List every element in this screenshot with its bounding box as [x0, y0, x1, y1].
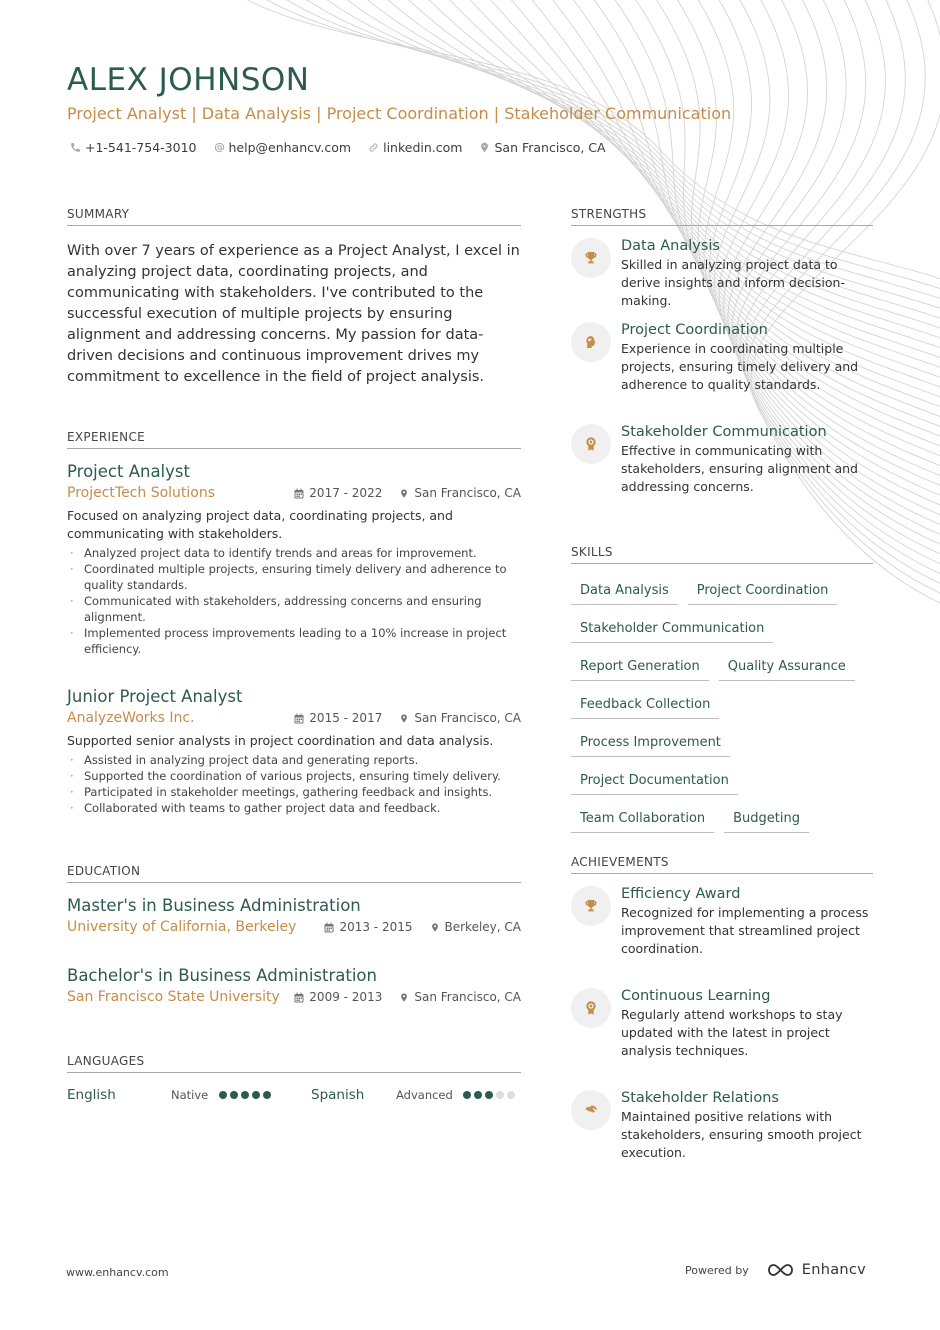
language-name: English	[67, 1087, 116, 1103]
job-location: San Francisco, CA	[414, 711, 521, 725]
achievement-title: Stakeholder Relations	[621, 1090, 779, 1106]
rating-dot	[219, 1091, 227, 1099]
strength-icon-wrap	[571, 424, 611, 464]
medal-icon	[583, 1000, 599, 1016]
job-bullets	[67, 752, 521, 816]
footer-powered-by	[685, 1262, 866, 1278]
language-level: Native	[171, 1088, 209, 1102]
headline-roles: Project Analyst | Data Analysis | Project Coordination | Stakeholder Communication	[67, 104, 732, 123]
school-name: San Francisco State University	[67, 989, 280, 1005]
job-bullet: · Participated in stakeholder meetings, gathering feedback and insights.	[67, 784, 521, 800]
languages-heading: LANGUAGES	[67, 1054, 521, 1073]
rating-dot	[496, 1091, 504, 1099]
strength-icon-wrap	[571, 322, 611, 362]
email-text: help@enhancv.com	[228, 140, 352, 155]
summary-text: With over 7 years of experience as a Project Analyst, I excel in analyzing project data, coordinating projects, and communicating with stakeholders. I've contributed to the successful execution of multiple projects by ensuring alignment and addressing concerns. My passion for data-driven decisions and continuous improvement drives my commitment to excellence in the field of project analysis.	[67, 243, 520, 385]
skill-tag: Data Analysis	[571, 580, 678, 605]
language-name: Spanish	[311, 1087, 365, 1103]
calendar-icon	[294, 713, 304, 724]
job-bullets	[67, 545, 521, 657]
rating-dot	[263, 1091, 271, 1099]
candidate-name: ALEX JOHNSON	[67, 62, 310, 98]
location-pin-icon	[399, 713, 409, 724]
rating-dot	[474, 1091, 482, 1099]
contact-email[interactable]	[214, 140, 352, 155]
location-pin-icon	[399, 488, 409, 499]
job-bullet: · Communicated with stakeholders, addressing concerns and ensuring alignment.	[67, 593, 521, 625]
achievement-description: Maintained positive relations with stakeholders, ensuring smooth project execution.	[621, 1109, 862, 1160]
experience-section	[67, 430, 521, 449]
location-pin-icon	[399, 992, 409, 1003]
job-bullet: · Implemented process improvements leading to a 10% increase in project efficiency.	[67, 625, 521, 657]
strength-title: Data Analysis	[621, 238, 720, 254]
education-dates: 2013 - 2015	[339, 920, 413, 934]
degree-title: Master's in Business Administration	[67, 896, 361, 915]
contact-linkedin[interactable]	[368, 140, 462, 155]
strengths-heading: STRENGTHS	[571, 207, 873, 226]
education-section	[67, 864, 521, 883]
achievement-item	[571, 1090, 873, 1162]
achievement-item	[571, 988, 873, 1060]
location-text: San Francisco, CA	[494, 140, 606, 155]
strength-title: Stakeholder Communication	[621, 424, 827, 440]
job-title: Project Analyst	[67, 462, 190, 481]
achievements-heading: ACHIEVEMENTS	[571, 855, 873, 874]
phone-text: +1-541-754-3010	[85, 140, 197, 155]
achievement-icon-wrap	[571, 988, 611, 1028]
skill-tag: Budgeting	[724, 808, 809, 833]
skill-tag: Report Generation	[571, 656, 709, 681]
achievement-title: Efficiency Award	[621, 886, 741, 902]
rating-dot	[507, 1091, 515, 1099]
medal-icon	[583, 436, 599, 452]
rating-dot	[463, 1091, 471, 1099]
languages-section	[67, 1054, 521, 1103]
linkedin-text: linkedin.com	[383, 140, 463, 155]
brand-logo[interactable]	[766, 1262, 866, 1278]
achievement-icon-wrap	[571, 1090, 611, 1130]
summary-section	[67, 207, 521, 388]
experience-heading: EXPERIENCE	[67, 430, 521, 449]
strength-description: Effective in communicating with stakeholders, ensuring alignment and addressing concerns.	[621, 443, 858, 494]
brain-icon	[583, 334, 599, 350]
degree-title: Bachelor's in Business Administration	[67, 966, 377, 985]
job-company: ProjectTech Solutions	[67, 485, 216, 501]
link-icon	[368, 142, 379, 153]
skill-tag: Project Documentation	[571, 770, 738, 795]
job-dates: 2015 - 2017	[309, 711, 383, 725]
trophy-icon	[583, 898, 599, 914]
education-heading: EDUCATION	[67, 864, 521, 883]
strength-item	[571, 322, 873, 394]
strength-description: Experience in coordinating multiple projects, ensuring timely delivery and adherence to quality standards.	[621, 341, 859, 392]
languages-row	[67, 1087, 521, 1103]
trophy-icon	[583, 250, 599, 266]
wave-line	[587, 0, 940, 466]
job-entry	[67, 462, 521, 657]
skills-heading: SKILLS	[571, 545, 873, 564]
achievement-icon-wrap	[571, 886, 611, 926]
strengths-section	[571, 207, 873, 226]
achievement-description: Regularly attend workshops to stay updated with the latest in project analysis techniques.	[621, 1007, 843, 1058]
job-dates: 2017 - 2022	[309, 486, 383, 500]
job-description: Supported senior analysts in project coordination and data analysis.	[67, 733, 494, 748]
summary-heading: SUMMARY	[67, 207, 521, 226]
job-bullet: · Coordinated multiple projects, ensuring timely delivery and adherence to quality standards.	[67, 561, 521, 593]
job-description: Focused on analyzing project data, coordinating projects, and communicating with stakeholders.	[67, 508, 453, 541]
infinity-logo-icon	[766, 1262, 796, 1278]
footer-website[interactable]: www.enhancv.com	[66, 1266, 169, 1279]
skill-tag: Team Collaboration	[571, 808, 714, 833]
skills-list	[571, 580, 873, 833]
language-rating	[463, 1091, 515, 1099]
strength-item	[571, 238, 873, 310]
wave-line	[751, 0, 940, 622]
achievement-title: Continuous Learning	[621, 988, 771, 1004]
strength-title: Project Coordination	[621, 322, 768, 338]
achievement-description: Recognized for implementing a process improvement that streamlined project coordination.	[621, 905, 869, 956]
skills-section	[571, 545, 873, 833]
strength-item	[571, 424, 873, 496]
skill-tag: Process Improvement	[571, 732, 730, 757]
job-location: San Francisco, CA	[414, 486, 521, 500]
phone-icon	[70, 142, 81, 153]
strength-icon-wrap	[571, 238, 611, 278]
education-entry	[67, 966, 521, 1005]
contact-location	[479, 140, 605, 155]
job-bullet: · Assisted in analyzing project data and generating reports.	[67, 752, 521, 768]
rating-dot	[230, 1091, 238, 1099]
brand-name: Enhancv	[801, 1262, 867, 1278]
job-bullet: · Supported the coordination of various projects, ensuring timely delivery.	[67, 768, 521, 784]
calendar-icon	[294, 488, 304, 499]
skill-tag: Feedback Collection	[571, 694, 719, 719]
contact-phone[interactable]	[70, 140, 197, 155]
education-location: Berkeley, CA	[444, 920, 521, 934]
rating-dot	[485, 1091, 493, 1099]
strength-description: Skilled in analyzing project data to derive insights and inform decision-making.	[621, 257, 845, 308]
location-pin-icon	[430, 922, 440, 933]
achievements-section	[571, 855, 873, 874]
contact-bar	[70, 140, 606, 155]
skill-tag: Quality Assurance	[719, 656, 855, 681]
education-dates: 2009 - 2013	[309, 990, 383, 1004]
job-entry	[67, 687, 521, 816]
calendar-icon	[324, 922, 334, 933]
job-title: Junior Project Analyst	[67, 687, 243, 706]
skill-tag: Stakeholder Communication	[571, 618, 773, 643]
achievement-item	[571, 886, 873, 958]
language-rating	[219, 1091, 311, 1099]
calendar-icon	[294, 992, 304, 1003]
location-pin-icon	[479, 142, 490, 153]
education-location: San Francisco, CA	[414, 990, 521, 1004]
job-company: AnalyzeWorks Inc.	[67, 710, 195, 726]
rating-dot	[241, 1091, 249, 1099]
job-bullet: · Analyzed project data to identify trends and areas for improvement.	[67, 545, 521, 561]
language-level: Advanced	[396, 1088, 453, 1102]
at-icon	[214, 142, 225, 153]
skill-tag: Project Coordination	[688, 580, 838, 605]
powered-by-label: Powered by	[685, 1263, 749, 1277]
handshake-icon	[583, 1102, 599, 1118]
rating-dot	[252, 1091, 260, 1099]
education-entry	[67, 896, 521, 935]
school-name: University of California, Berkeley	[67, 919, 297, 935]
job-bullet: · Collaborated with teams to gather project data and feedback.	[67, 800, 521, 816]
